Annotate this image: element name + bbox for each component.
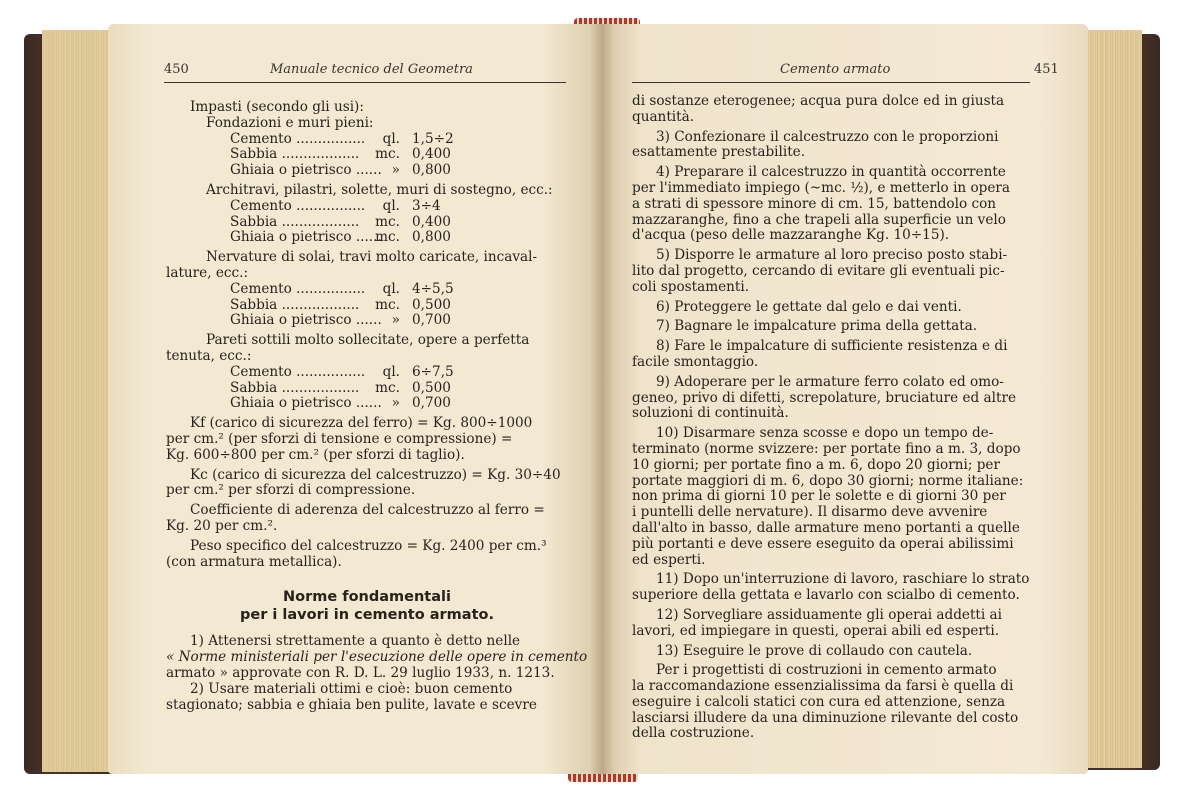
left-header-rule [164, 82, 566, 83]
paragraph-line: 5) Disporre le armature al loro preciso posto stabi- [656, 247, 1008, 264]
mix-group [166, 250, 568, 329]
paragraph-line: a strati di spessore minore di cm. 15, battendolo con [632, 195, 997, 212]
paragraph-line: superiore della gettata e lavarlo con scialbo di cemento. [632, 587, 1020, 604]
mix-row [166, 199, 568, 215]
mix-row [166, 298, 568, 314]
paragraph-line: 10 giorni; per portate fino a m. 6, dopo 20 giorni; per [632, 456, 1000, 473]
mix-value: 0,500 [412, 296, 451, 313]
norme-line: stagionato; sabbia e ghiaia ben pulite, lavate e scevre [166, 696, 537, 713]
mix-unit: » [391, 162, 400, 179]
mix-value: 0,800 [412, 162, 451, 179]
right-header-rule [632, 82, 1030, 83]
paragraph-line: esattamente prestabilite. [632, 144, 806, 161]
paragraph-line: coli spostamenti. [632, 278, 750, 295]
paragraph [166, 503, 568, 535]
mix-material: Cemento ................ [230, 280, 366, 297]
paragraph-line: Peso specifico del calcestruzzo = Kg. 2400 per cm.³ [190, 537, 547, 554]
mix-row [166, 163, 568, 179]
mix-material: Ghiaia o pietrisco ...... [230, 162, 382, 179]
paragraph [166, 416, 568, 463]
paragraph-line: lito dal progetto, cercando di evitare gli eventuali pic- [632, 262, 1005, 279]
paragraph [632, 165, 1036, 244]
mix-group-title: Nervature di solai, travi molto caricate, incaval- [206, 249, 538, 266]
paragraph-line: per l'immediato impiego (~mc. ½), e metterlo in opera [632, 179, 1011, 196]
paragraph-line: 12) Sorvegliare assiduamente gli operai addetti ai [656, 606, 1003, 623]
mix-value: 6÷7,5 [412, 363, 454, 380]
paragraph [632, 608, 1036, 640]
mix-value: 1,5÷2 [412, 130, 454, 147]
paragraph-line: per cm.² (per sforzi di tensione e compressione) = [166, 430, 513, 447]
paragraph-line: 11) Dopo un'interruzione di lavoro, raschiare lo strato [656, 571, 1030, 588]
mix-value: 0,400 [412, 213, 451, 230]
section-heading [166, 588, 568, 624]
mix-unit: mc. [375, 379, 400, 396]
mix-unit: mc. [375, 213, 400, 230]
mix-value: 0,800 [412, 229, 451, 246]
section-heading-line-2: per i lavori in cemento armato. [240, 607, 494, 624]
paragraph-line: lavori, ed impiegare in questi, operai abili ed esperti. [632, 622, 1000, 639]
paragraph-line: terminato (norme svizzere: per portate fino a m. 3, dopo [632, 440, 1021, 457]
paragraph [632, 339, 1036, 371]
paragraph-line: Kg. 600÷800 per cm.² (per sforzi di taglio). [166, 446, 465, 463]
mix-material: Cemento ................ [230, 130, 366, 147]
paragraph [632, 248, 1036, 295]
mix-material: Cemento ................ [230, 197, 366, 214]
paragraph-line: dall'alto in basso, dalle armature meno portanti a quelle [632, 519, 1020, 536]
paragraph-line: ed esperti. [632, 551, 706, 568]
paragraph-line: Coefficiente di aderenza del calcestruzzo al ferro = [190, 502, 545, 519]
paragraph-line: quantità. [632, 108, 695, 125]
mix-unit: mc. [375, 146, 400, 163]
right-page [602, 24, 1088, 774]
mix-value: 0,500 [412, 379, 451, 396]
paragraph-line: facile smontaggio. [632, 353, 759, 370]
mix-unit: » [391, 312, 400, 329]
impasti-intro: Impasti (secondo gli usi): [190, 99, 364, 115]
mix-group-title: Architravi, pilastri, solette, muri di sostegno, ecc.: [206, 181, 553, 198]
paragraph-line: la raccomandazione essenzialissima da farsi è quella di [632, 678, 1014, 695]
paragraph [632, 300, 1036, 316]
section-heading-line-1: Norme fondamentali [283, 589, 451, 606]
paragraph-line: d'acqua (peso delle mazzaranghe Kg. 10÷15). [632, 227, 950, 244]
paragraph-line: 4) Preparare il calcestruzzo in quantità occorrente [656, 164, 1006, 181]
mix-value: 0,400 [412, 146, 451, 163]
mix-group-title: Fondazioni e muri pieni: [206, 114, 374, 131]
paragraph-line: 9) Adoperare per le armature ferro colato ed omo- [656, 373, 1004, 390]
mix-value: 0,700 [412, 395, 451, 412]
paragraph-line: soluzioni di continuità. [632, 405, 789, 422]
spacer [632, 742, 1036, 746]
mix-unit: ql. [382, 280, 400, 297]
mix-material: Sabbia .................. [230, 146, 360, 163]
paragraph [632, 663, 1036, 742]
norme-line: armato » approvate con R. D. L. 29 luglio 1933, n. 1213. [166, 664, 555, 681]
mix-group-title: Pareti sottili molto sollecitate, opere a perfetta [206, 332, 530, 349]
mix-material: Sabbia .................. [230, 379, 360, 396]
right-running-title: Cemento armato [780, 62, 891, 77]
paragraph-line: mazzaranghe, fino a che trapeli alla superficie un velo [632, 211, 1006, 228]
paragraph-line: 6) Proteggere le gettate dal gelo e dai venti. [656, 298, 962, 315]
right-body-text [632, 94, 1036, 746]
paragraph-line: Kg. 20 per cm.². [166, 517, 278, 534]
left-page [108, 24, 602, 774]
paragraph-line: (con armatura metallica). [166, 553, 342, 570]
left-running-title: Manuale tecnico del Geometra [270, 62, 473, 77]
mix-unit: mc. [375, 296, 400, 313]
mix-row [166, 381, 568, 397]
mix-material: Ghiaia o pietrisco ...... [230, 395, 382, 412]
mix-unit: ql. [382, 363, 400, 380]
mix-value: 3÷4 [412, 197, 441, 214]
mix-material: Ghiaia o pietrisco ...... [230, 312, 382, 329]
paragraph-line: 10) Disarmare senza scosse e dopo un tempo de- [656, 425, 994, 442]
paragraph-line: non prima di giorni 10 per le solette e di giorni 30 per [632, 488, 1006, 505]
paragraph-line: 3) Confezionare il calcestruzzo con le proporzioni [656, 128, 999, 145]
paragraph-line: Kc (carico di sicurezza del calcestruzzo) = Kg. 30÷40 [190, 466, 561, 483]
mix-material: Sabbia .................. [230, 213, 360, 230]
mix-row [166, 215, 568, 231]
paragraph-line: della costruzione. [632, 725, 755, 742]
paragraph [632, 319, 1036, 335]
paragraph-line: lasciarsi illudere da una diminuzione rilevante del costo [632, 709, 1019, 726]
paragraph-line: 8) Fare le impalcature di sufficiente resistenza e di [656, 338, 1008, 355]
mix-value: 0,700 [412, 312, 451, 329]
paragraph [632, 130, 1036, 162]
paragraph-line: eseguire i calcoli statici con cura ed attenzione, senza [632, 693, 1006, 710]
paragraph-line: Per i progettisti di costruzioni in cemento armato [656, 662, 997, 679]
mix-group [166, 333, 568, 412]
paragraph [632, 426, 1036, 568]
mix-row [166, 396, 568, 412]
paragraph-line: più portanti e deve essere eseguito da operai abilissimi [632, 535, 1014, 552]
mix-row [166, 132, 568, 148]
mix-row [166, 230, 568, 246]
mix-unit: ql. [382, 130, 400, 147]
left-page-number: 450 [164, 62, 189, 77]
norme-line: 1) Attenersi strettamente a quanto è detto nelle [190, 633, 521, 650]
book-gutter [590, 24, 614, 774]
norme-line: 2) Usare materiali ottimi e cioè: buon cemento [190, 680, 513, 697]
paragraph-line: per cm.² per sforzi di compressione. [166, 482, 416, 499]
mix-row [166, 147, 568, 163]
mix-unit: mc. [375, 229, 400, 246]
paragraph-line: 7) Bagnare le impalcature prima della gettata. [656, 318, 978, 335]
paragraph-line: geneo, privo di difetti, screpolature, bruciature ed altre [632, 389, 1017, 406]
mix-group [166, 116, 568, 179]
impasti-groups [166, 116, 568, 416]
mix-row [166, 282, 568, 298]
mix-material: Cemento ................ [230, 363, 366, 380]
paragraph-line: di sostanze eterogenee; acqua pura dolce ed in giusta [632, 93, 1005, 109]
right-page-number: 451 [1034, 62, 1059, 77]
mix-row [166, 313, 568, 329]
paragraph-line: i puntelli delle nervature). Il disarmo deve avvenire [632, 504, 988, 521]
paragraph-line: 13) Eseguire le prove di collaudo con cautela. [656, 642, 973, 659]
paragraph-line: portate maggiori di m. 6, dopo 30 giorni; norme italiane: [632, 472, 1024, 489]
paragraph [166, 468, 568, 500]
paragraph [632, 375, 1036, 422]
norme-line: « Norme ministeriali per l'esecuzione delle opere in cemento [166, 649, 588, 666]
mix-material: Sabbia .................. [230, 296, 360, 313]
paragraph [632, 94, 1036, 126]
mix-value: 4÷5,5 [412, 280, 454, 297]
paragraph [632, 644, 1036, 660]
mix-row [166, 365, 568, 381]
page-edges-left [42, 30, 112, 772]
mix-material: Ghiaia o pietrisco ...... [230, 229, 382, 246]
paragraph [632, 572, 1036, 604]
mix-group [166, 183, 568, 246]
mix-group-title: lature, ecc.: [166, 264, 249, 281]
norme-block [166, 633, 588, 713]
mix-unit: ql. [382, 197, 400, 214]
left-paragraphs [166, 416, 568, 574]
mix-group-title: tenuta, ecc.: [166, 347, 252, 364]
mix-unit: » [391, 395, 400, 412]
paragraph [166, 539, 568, 571]
left-body-text [166, 99, 588, 713]
paragraph-line: Kf (carico di sicurezza del ferro) = Kg. 800÷1000 [190, 415, 533, 432]
